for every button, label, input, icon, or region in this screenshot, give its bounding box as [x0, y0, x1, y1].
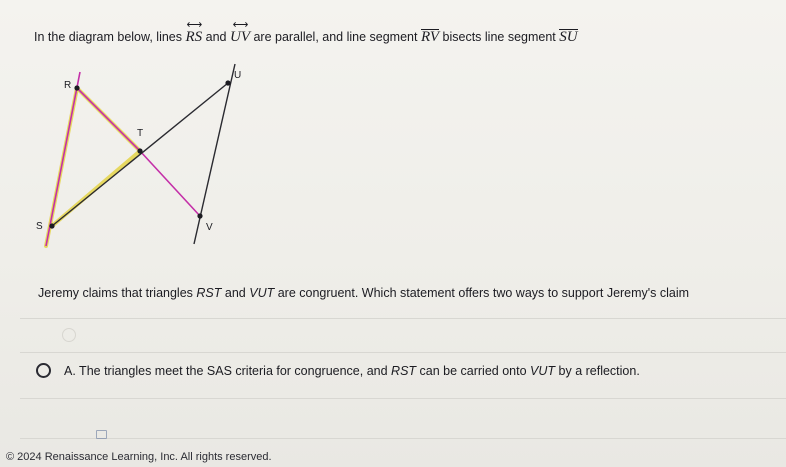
point-t	[137, 148, 142, 153]
point-u	[225, 80, 230, 85]
label-r: R	[64, 80, 72, 91]
radio-button-a[interactable]	[36, 363, 51, 378]
divider	[20, 438, 786, 439]
double-arrow-icon: ⟷	[186, 19, 202, 31]
segment-tv	[140, 151, 200, 216]
point-v	[197, 213, 202, 218]
segment-su	[52, 83, 228, 226]
label-v: V	[206, 222, 213, 233]
small-square-icon	[96, 430, 107, 439]
question-text: In the diagram below, lines	[34, 30, 183, 44]
triangle-rst: RST	[196, 286, 222, 300]
point-s	[49, 223, 54, 228]
label-t: T	[137, 128, 144, 139]
ghost-radio-icon	[62, 328, 76, 342]
triangle-vut: VUT	[249, 286, 275, 300]
question-prompt	[34, 19, 774, 46]
segment-rt	[77, 88, 140, 151]
label-u: U	[234, 70, 242, 81]
divider	[20, 352, 786, 353]
segment-su-notation: SU	[559, 29, 578, 45]
question-text: are parallel, and line segment	[253, 30, 418, 44]
copyright-footer: © 2024 Renaissance Learning, Inc. All rights reserved.	[6, 451, 272, 463]
divider	[20, 398, 786, 399]
line-uv-notation: ⟷ UV	[230, 19, 250, 45]
line-rs-notation: ⟷ RS	[185, 19, 203, 45]
label-s: S	[36, 221, 43, 232]
divider	[20, 318, 786, 319]
question-text: and	[205, 30, 227, 44]
answer-choice-a[interactable]	[36, 363, 640, 378]
answer-a-text: A. The triangles meet the SAS criteria for congruence, and RST can be carried onto VUT by a reflection.	[64, 363, 640, 378]
double-arrow-icon: ⟷	[232, 19, 248, 31]
claim-statement: Jeremy claims that triangles RST and VUT are congruent. Which statement offers two ways to support Jeremy's claim	[38, 286, 690, 300]
point-r	[74, 85, 79, 90]
segment-rv-notation: RV	[420, 29, 440, 45]
question-text: bisects line segment	[442, 30, 556, 44]
geometry-diagram	[28, 58, 268, 253]
line-rs	[46, 72, 80, 246]
